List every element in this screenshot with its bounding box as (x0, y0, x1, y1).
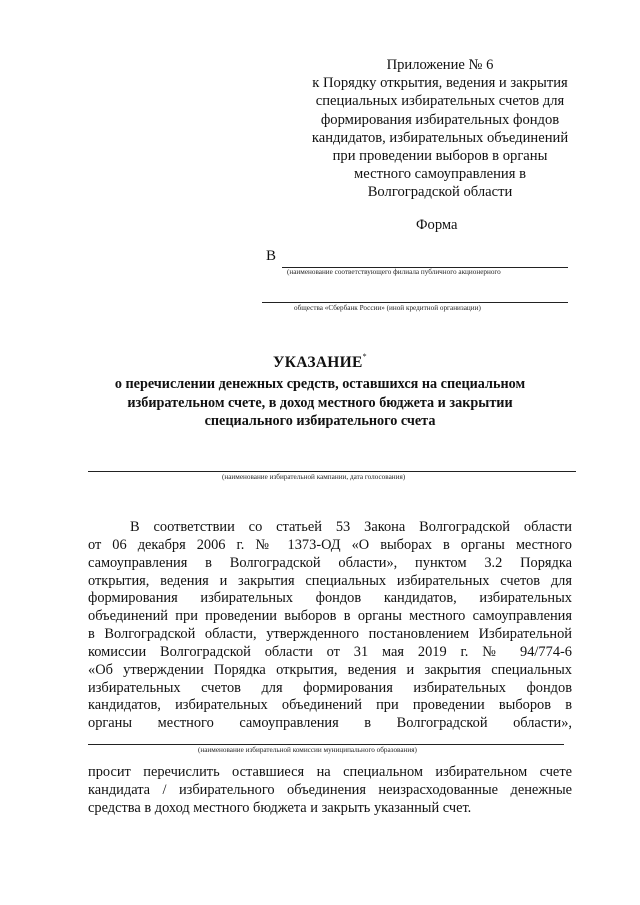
footnote-mark: * (362, 352, 367, 361)
appendix-line: специальных избирательных счетов для (315, 93, 565, 110)
bank-caption-1: (наименование соответствующего филиала публичного акционерного (287, 268, 501, 276)
appendix-line: к Порядку открытия, ведения и закрытия (312, 75, 568, 92)
paragraph-line: самоуправления в Волгоградской области», пунктом 3.2 Порядка (88, 554, 572, 571)
paragraph-line: «Об утверждении Порядка открытия, ведения и закрытия специальных (88, 661, 572, 678)
appendix-line: формирования избирательных фондов (320, 111, 560, 128)
paragraph-line: открытия, ведения и закрытия специальных избирательных счетов для (88, 572, 572, 589)
subtitle-line: специального избирательного счета (204, 413, 436, 430)
paragraph-line: органы местного самоуправления в Волгоградской области», (88, 715, 572, 732)
document-title-block (80, 354, 560, 431)
paragraph-line: В соответствии со статьей 53 Закона Волгоградской области (130, 519, 572, 535)
document-title (80, 354, 560, 372)
subtitle-line: о перечислении денежных средств, оставшихся на специальном (114, 376, 526, 392)
appendix-line: кандидатов, избирательных объединений (311, 129, 569, 146)
appendix-line: Волгоградской области (367, 184, 513, 201)
paragraph-line: кандидата / избирательного объединения неизрасходованные денежные (88, 781, 572, 798)
paragraph-line: комиссии Волгоградской области от 31 мая 2019 г. № 94/774-6 (88, 643, 572, 660)
request-paragraph (88, 764, 572, 818)
appendix-line: местного самоуправления в (354, 166, 526, 183)
commission-name-line (88, 744, 564, 745)
campaign-caption: (наименование избирательной кампании, дата голосования) (222, 473, 406, 481)
paragraph-line: средства в доход местного бюджета и закрыть указанный счет. (88, 799, 472, 816)
appendix-header (290, 56, 590, 202)
bank-caption-2: общества «Сбербанк России» (иной кредитной организации) (294, 304, 481, 312)
main-paragraph (88, 519, 572, 733)
paragraph-line: от 06 декабря 2006 г. № 1373-ОД «О выборах в органы местного (88, 536, 572, 553)
document-title-text: УКАЗАНИЕ (273, 354, 363, 371)
paragraph-line: избирательных счетов для формирования избирательных фондов (88, 679, 572, 696)
appendix-line: Приложение № 6 (386, 57, 494, 73)
commission-caption: (наименование избирательной комиссии муниципального образования) (198, 746, 417, 754)
paragraph-line: в Волгоградской области, утвержденного постановлением Избирательной (88, 626, 572, 643)
paragraph-line: формирования избирательных фондов кандидатов, избирательных (88, 590, 572, 607)
paragraph-line: объединений при проведении выборов в органы местного самоуправления (88, 608, 572, 625)
document-subtitle (80, 375, 560, 431)
form-label: Форма (416, 217, 458, 233)
bank-name-line-2 (262, 302, 568, 303)
appendix-line: при проведении выборов в органы (332, 148, 548, 165)
paragraph-line: кандидатов, избирательных объединений при проведении выборов в (88, 697, 572, 714)
paragraph-line: просит перечислить оставшиеся на специальном избирательном счете (88, 764, 572, 780)
campaign-name-line (88, 471, 576, 472)
bank-prefix: В (266, 248, 277, 264)
subtitle-line: избирательном счете, в доход местного бюджета и закрытии (127, 394, 513, 411)
